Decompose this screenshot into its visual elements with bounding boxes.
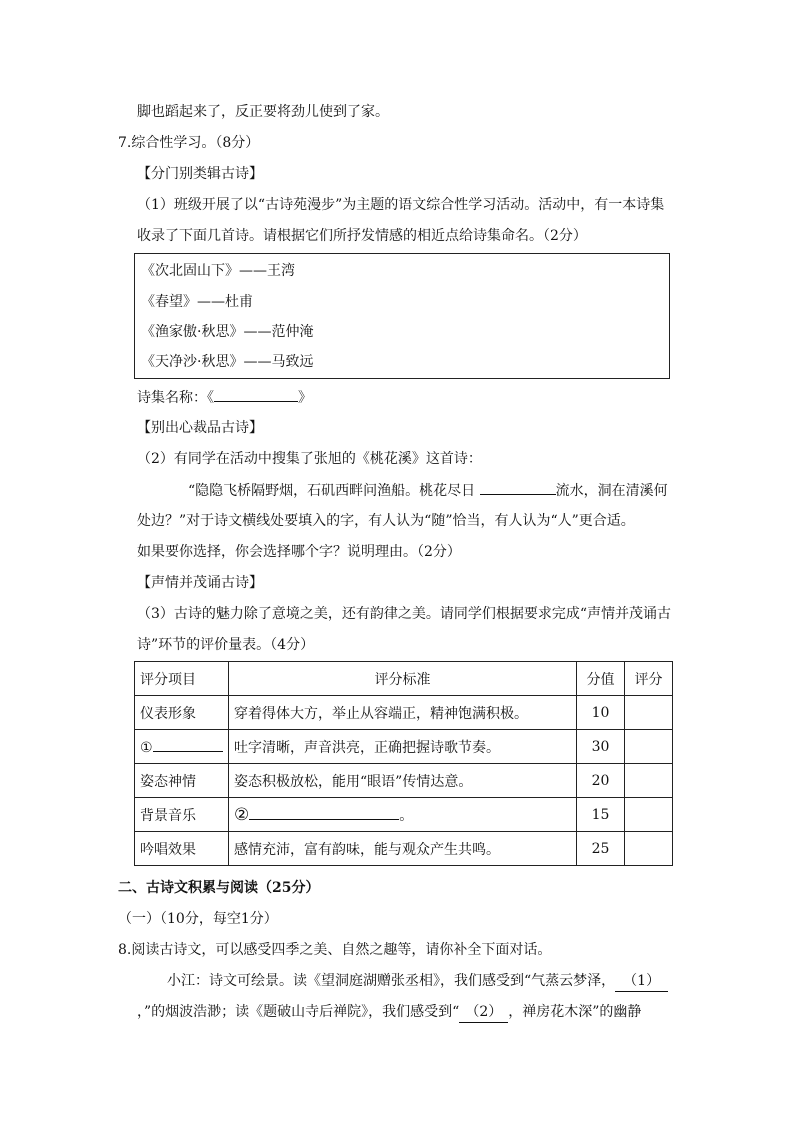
- row-grade-cell[interactable]: [625, 764, 673, 798]
- q7-2-poem-line: [188, 480, 668, 501]
- q8-dialog-line2: [137, 1002, 641, 1023]
- evaluation-table: [134, 661, 673, 866]
- q8-title: 8.阅读古诗文，可以感受四季之美、自然之趣等，请你补全下面对话。: [118, 942, 552, 958]
- q8-dialog-line1: [167, 971, 668, 992]
- q8-blank-1[interactable]: [615, 971, 668, 992]
- row-standard: 感情充沛，富有韵味，能与观众产生共鸣。: [229, 832, 577, 866]
- row-standard: 穿着得体大方，举止从容端正，精神饱满积极。: [229, 696, 577, 730]
- q7-1-line1: （1）班级开展了以“古诗苑漫步”为主题的语文综合性学习活动。活动中，有一本诗集: [137, 197, 665, 213]
- collection-name-line: [137, 387, 312, 408]
- header-cell: 分值: [577, 662, 625, 696]
- table-header-row: [135, 662, 673, 696]
- section-heading-classify: 【分门别类辑古诗】: [137, 166, 263, 182]
- row-grade-cell[interactable]: [625, 730, 673, 764]
- header-cell: 评分项目: [135, 662, 229, 696]
- q8-text-b: ，”的烟波浩渺；读《题破山寺后禅院》，我们感受到“: [137, 1004, 460, 1020]
- q8-text-c: ，禅房花木深”的幽静: [508, 1004, 642, 1020]
- table-row: [135, 832, 673, 866]
- collection-name-label: 诗集名称：《: [137, 390, 214, 406]
- poem-text-a: “隐隐飞桥隔野烟，石矶西畔问渔船。桃花尽日: [188, 483, 476, 499]
- q7-title: 7.综合性学习。（8分）: [118, 135, 260, 151]
- row-grade-cell[interactable]: [625, 798, 673, 832]
- collection-name-close: 》: [298, 390, 312, 406]
- poem-blank[interactable]: [480, 480, 556, 495]
- row-standard: [229, 798, 577, 832]
- row-grade-cell[interactable]: [625, 696, 673, 730]
- row-standard: 吐字清晰，声音洪亮，正确把握诗歌节奏。: [229, 730, 577, 764]
- poem-text-b: 流水，洞在清溪何: [555, 483, 668, 499]
- poem-item: 《天净沙·秋思》——马致远: [141, 354, 314, 370]
- row-score: 20: [577, 764, 625, 798]
- row-item: 姿态神情: [135, 764, 229, 798]
- section-heading-recite: 【声情并茂诵古诗】: [137, 575, 263, 591]
- q7-1-line2: 收录了下面几首诗。请根据它们所抒发情感的相近点给诗集命名。（2分）: [137, 228, 587, 244]
- q7-2-line1: （2）有同学在活动中搜集了张旭的《桃花溪》这首诗：: [137, 451, 482, 467]
- row-score: 10: [577, 696, 625, 730]
- q8-text-a: 小江：诗文可绘景。读《望洞庭湖赠张丞相》，我们感受到“气蒸云梦泽，: [167, 973, 616, 989]
- header-cell: 评分标准: [229, 662, 577, 696]
- table-row: [135, 730, 673, 764]
- row-score: 25: [577, 832, 625, 866]
- poem-item: 《春望》——杜甫: [141, 294, 253, 310]
- circled-number-2: ②: [234, 804, 250, 825]
- standard-blank-2[interactable]: [249, 805, 399, 820]
- collection-name-blank[interactable]: [214, 387, 298, 402]
- poem-item: 《次北固山下》——王湾: [141, 263, 295, 279]
- standard-tail: 。: [399, 807, 414, 824]
- part2-title: 二、古诗文积累与阅读（25分）: [118, 880, 320, 896]
- blank-label-2: （2）: [465, 1004, 503, 1020]
- table-row: [135, 798, 673, 832]
- poem-item: 《渔家傲·秋思》——范仲淹: [141, 324, 314, 340]
- q7-2-line3: 如果要你选择，你会选择哪个字？说明理由。（2分）: [137, 544, 461, 560]
- row-score: 30: [577, 730, 625, 764]
- intro-line: 脚也蹈起来了，反正要将劲儿使到了家。: [137, 104, 389, 120]
- q7-3-line1: （3）古诗的魅力除了意境之美，还有韵律之美。请同学们根据要求完成“声情并茂诵古: [137, 606, 672, 622]
- circled-number-1: ①: [140, 740, 153, 756]
- section-heading-appreciate: 【别出心裁品古诗】: [137, 420, 263, 436]
- poem-list-box: [134, 253, 670, 379]
- row-item: [135, 730, 229, 764]
- part2-sub-title: （一）（10分，每空1分）: [118, 911, 278, 927]
- row-grade-cell[interactable]: [625, 832, 673, 866]
- row-item: 背景音乐: [135, 798, 229, 832]
- blank-label-1: （1）: [623, 973, 661, 989]
- row-item: 仪表形象: [135, 696, 229, 730]
- q7-3-line2: 诗”环节的评价量表。（4分）: [137, 637, 315, 653]
- q7-2-line2: 处边？”对于诗文横线处要填入的字，有人认为“随”恰当，有人认为“人”更合适。: [137, 513, 635, 529]
- q8-blank-2[interactable]: [459, 1002, 508, 1023]
- row-standard: 姿态积极放松，能用“眼语”传情达意。: [229, 764, 577, 798]
- table-row: [135, 764, 673, 798]
- row-item: 吟唱效果: [135, 832, 229, 866]
- item-blank-1[interactable]: [153, 737, 223, 752]
- header-cell: 评分: [625, 662, 673, 696]
- row-score: 15: [577, 798, 625, 832]
- table-row: [135, 696, 673, 730]
